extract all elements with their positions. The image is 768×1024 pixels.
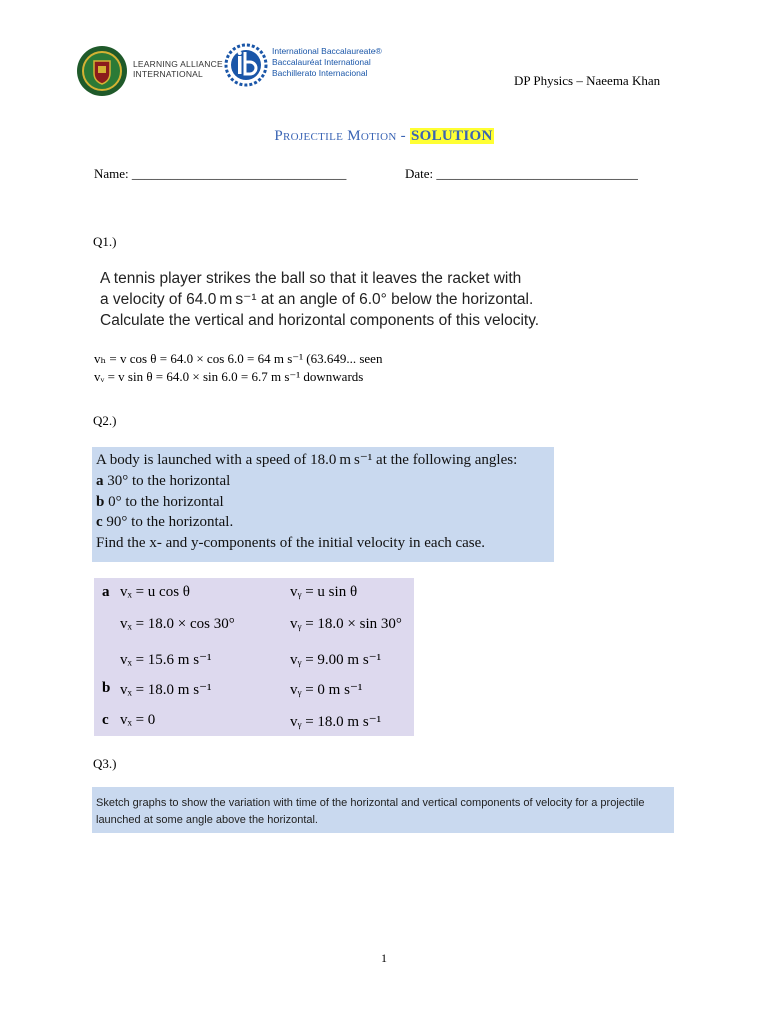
q2-part-c [96, 512, 551, 533]
ib-text-line-3: Bachillerato Internacional [272, 68, 368, 78]
q2-sol-c-letter: c [102, 712, 109, 728]
la-text-line-1: LEARNING ALLIANCE [133, 59, 223, 69]
q2-solution-box [94, 578, 414, 736]
q1-text-line-1: A tennis player strikes the ball so that it leaves the racket with [100, 270, 522, 287]
q2-sol-b-y: vᵧ = 0 m s⁻¹ [290, 682, 363, 698]
q2-sol-a-letter: a [102, 584, 110, 600]
learning-alliance-logo [76, 45, 128, 97]
q2-sol-a1-y: vᵧ = u sin θ [290, 584, 358, 600]
q2-sol-c-x: vₓ = 0 [120, 712, 156, 728]
ib-logo [224, 43, 268, 87]
q3-label: Q3.) [93, 756, 117, 771]
date-blank[interactable]: _______________________________ [436, 166, 638, 181]
q2-sol-b-x: vₓ = 18.0 m s⁻¹ [120, 682, 212, 698]
q2-label: Q2.) [93, 413, 117, 428]
title-highlight: SOLUTION [410, 128, 493, 144]
q1-question [100, 268, 550, 331]
ib-text-line-2: Baccalauréat International [272, 57, 371, 67]
course-author-header: DP Physics – Naeema Khan [514, 73, 661, 88]
name-field[interactable] [94, 166, 346, 182]
q1-solution [94, 350, 444, 386]
name-blank[interactable]: _________________________________ [131, 166, 347, 181]
q3-question: Sketch graphs to show the variation with time of the horizontal and vertical components of velocity for a projectile launched at some angle above the horizontal. [96, 797, 645, 826]
page-title [0, 128, 768, 145]
learning-alliance-wordmark [133, 59, 223, 79]
q1-text-line-3: Calculate the vertical and horizontal components of this velocity. [100, 312, 540, 329]
q2-sol-a3-x: vₓ = 15.6 m s⁻¹ [120, 652, 212, 668]
q2-part-a-text: 30° to the horizontal [107, 472, 231, 489]
q2-part-a [96, 471, 551, 492]
q2-sol-c-y: vᵧ = 18.0 m s⁻¹ [290, 714, 382, 730]
q1-solution-line-1: vₕ = v cos θ = 64.0 × cos 6.0 = 64 m s⁻¹ (63.649... seen [94, 351, 383, 366]
q2-sol-a1-x: vₓ = u cos θ [120, 584, 190, 600]
q2-sol-b-letter: b [102, 680, 111, 696]
q1-text-line-2: a velocity of 64.0 m s⁻¹ at an angle of 6.0° below the horizontal. [100, 291, 534, 308]
q2-part-b [96, 492, 551, 513]
q2-sol-a2-x: vₓ = 18.0 × cos 30° [120, 616, 235, 632]
title-main: Projectile Motion - [274, 128, 410, 144]
q2-line-1: A body is launched with a speed of 18.0 m s⁻¹ at the following angles: [96, 452, 518, 468]
ib-text-line-1: International Baccalaureate® [272, 46, 382, 56]
date-field[interactable] [405, 166, 638, 182]
q2-sol-a2-y: vᵧ = 18.0 × sin 30° [290, 616, 402, 632]
name-label: Name: [94, 166, 129, 181]
q2-line-5: Find the x- and y-components of the initial velocity in each case. [96, 535, 486, 552]
q2-part-c-text: 90° to the horizontal. [106, 514, 234, 531]
date-label: Date: [405, 166, 434, 181]
q1-solution-line-2: vᵥ = v sin θ = 64.0 × sin 6.0 = 6.7 m s⁻¹ downwards [94, 369, 364, 384]
q2-part-a-letter: a [96, 472, 104, 489]
page-number: 1 [381, 951, 387, 965]
q1-label: Q1.) [93, 234, 117, 249]
ib-wordmark [272, 46, 382, 79]
q2-part-b-text: 0° to the horizontal [108, 493, 224, 510]
q2-part-c-letter: c [96, 514, 103, 531]
q2-sol-a3-y: vᵧ = 9.00 m s⁻¹ [290, 652, 382, 668]
la-text-line-2: INTERNATIONAL [133, 69, 203, 79]
q2-part-b-letter: b [96, 493, 105, 510]
q2-question [96, 450, 551, 554]
